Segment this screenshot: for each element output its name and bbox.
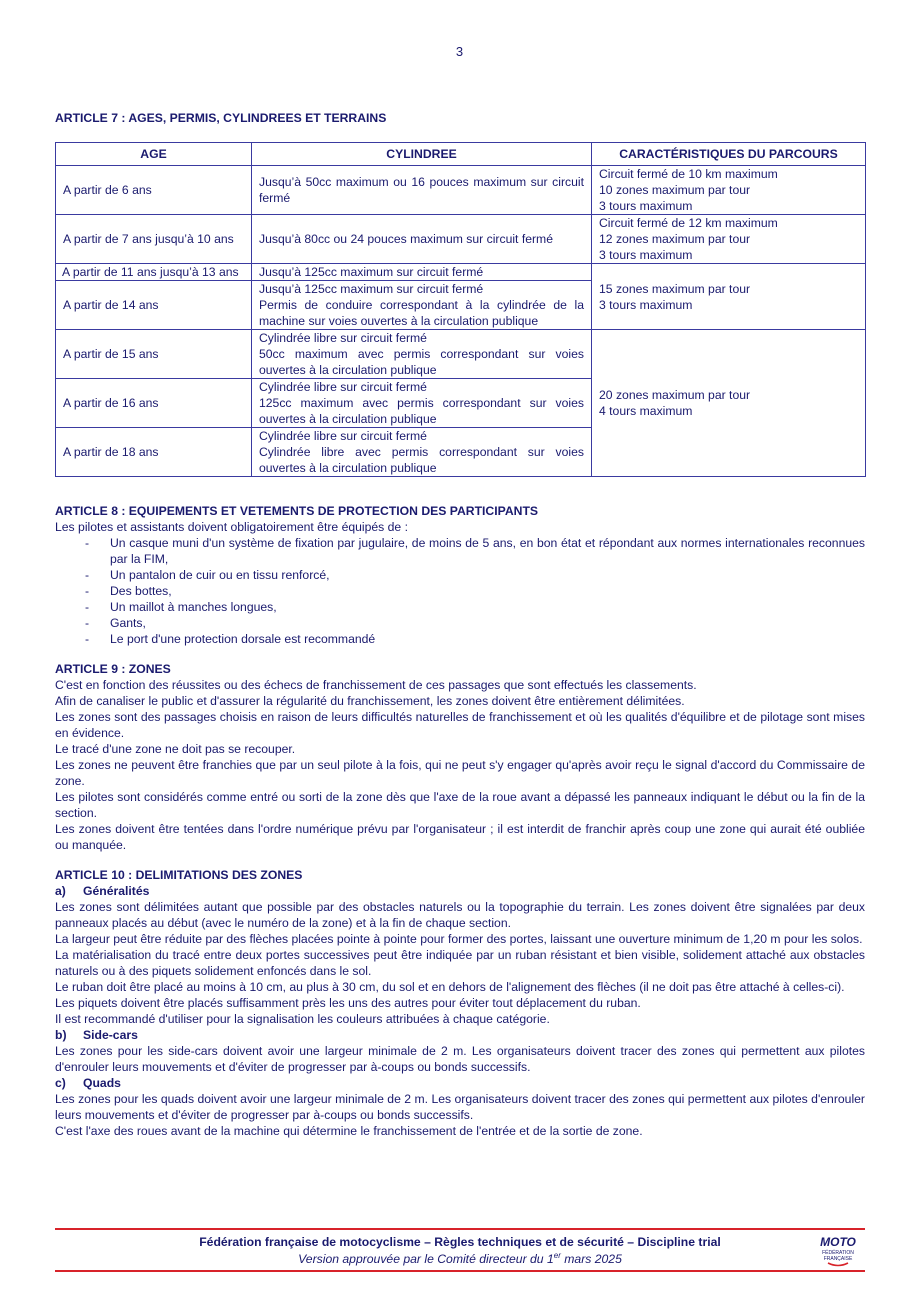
age-cylinder-table xyxy=(55,142,866,477)
header-age: AGE xyxy=(56,143,252,166)
subsection-a-title xyxy=(55,883,865,899)
paragraph: Les zones pour les side-cars doivent avoir une largeur minimale de 2 m. Les organisateurs doivent tracer des zones qui permettent aux pilotes d'enrouler leurs mouvements et d'éviter de progresser par à-coups ou bonds successifs. xyxy=(55,1044,865,1074)
subsection-letter: b) xyxy=(55,1028,67,1042)
cyl-line: Permis de conduire correspondant à la cylindrée de la machine sur voies ouvertes à la circulation publique xyxy=(259,298,584,328)
parcours-line: 15 zones maximum par tour xyxy=(599,281,751,296)
paragraph: C'est en fonction des réussites ou des échecs de franchissement de ces passages que sont effectués les classements. xyxy=(55,678,697,692)
parcours-line: 12 zones maximum par tour xyxy=(599,232,751,246)
article-8-intro: Les pilotes et assistants doivent obligatoirement être équipés de : xyxy=(55,520,408,534)
subsection-c-title xyxy=(55,1075,865,1091)
paragraph: Afin de canaliser le public et d'assurer la régularité du franchissement, les zones doivent être entièrement délimitées. xyxy=(55,694,685,708)
cyl-line: Jusqu’à 125cc maximum sur circuit fermé xyxy=(259,265,484,279)
articles-body xyxy=(55,503,865,1139)
page-footer xyxy=(55,1228,865,1272)
cell-age: A partir de 14 ans xyxy=(56,281,252,330)
logo-swoosh xyxy=(828,1263,848,1266)
parcours-line: 20 zones maximum par tour xyxy=(599,388,751,402)
subsection-letter: a) xyxy=(55,884,66,898)
equipment-list xyxy=(55,535,865,647)
paragraph: La largeur peut être réduite par des flèches placées pointe à pointe pour former des portes, laissant une ouverture minimum de 1,20 m pour les solos. xyxy=(55,932,863,946)
list-item: - Un casque muni d'un système de fixation par jugulaire, de moins de 5 ans, en bon état et répondant aux normes internationales reconnues par la FIM, xyxy=(55,535,865,567)
paragraph: Les zones ne peuvent être franchies que par un seul pilote à la fois, qui ne peut s'y engager qu'après avoir reçu le signal d'accord du Commissaire de zone. xyxy=(55,758,865,788)
list-item: - Un pantalon de cuir ou en tissu renforcé, xyxy=(55,567,865,583)
paragraph: Les zones doivent être tentées dans l'ordre numérique prévu par l'organisateur ; il est interdit de franchir après coup une zone qui aurait été oubliée ou manquée. xyxy=(55,822,865,852)
cell-cylindree xyxy=(252,166,592,215)
paragraph: La matérialisation du tracé entre deux portes successives peut être indiquée par un ruban résistant et bien visible, solidement attaché aux obstacles naturels ou à des piquets solidement enfoncés dans le sol. xyxy=(55,948,865,978)
footer-rule-bottom xyxy=(55,1270,865,1272)
paragraph: Le ruban doit être placé au moins à 10 cm, au plus à 30 cm, du sol et en dehors de l'alignement des flèches (il ne doit pas être attaché à celles-ci). xyxy=(55,980,845,994)
footer-version-text: Version approuvée par le Comité directeur du 1 xyxy=(298,1252,554,1266)
parcours-line: 10 zones maximum par tour xyxy=(599,183,751,197)
header-cylindree: CYLINDREE xyxy=(252,143,592,166)
table-header-row xyxy=(56,143,866,166)
cyl-line: Cylindrée libre sur circuit fermé xyxy=(259,331,427,345)
cyl-line: Jusqu’à 125cc maximum sur circuit fermé xyxy=(259,282,484,296)
cyl-line: 125cc maximum avec permis correspondant sur voies ouvertes à la circulation publique xyxy=(259,396,584,426)
footer-title: Fédération française de motocyclisme – Règles techniques et de sécurité – Discipline trial xyxy=(199,1235,721,1249)
cell-parcours xyxy=(592,215,866,264)
cell-cylindree xyxy=(252,281,592,330)
paragraph: Les zones sont des passages choisis en raison de leurs difficultés naturelles de franchissement et où les qualités d'équilibre et de pilotage sont mises en évidence. xyxy=(55,710,865,740)
paragraph: Les zones sont délimitées autant que possible par des obstacles naturels ou la topographie du terrain. Les zones doivent être signalées par deux panneaux placés au début (avec le numéro de la zone) et à la fin de chaque section. xyxy=(55,900,865,930)
footer-version xyxy=(55,1251,865,1267)
list-item: - Des bottes, xyxy=(55,583,865,599)
article-10-title: ARTICLE 10 : DELIMITATIONS DES ZONES xyxy=(55,868,303,882)
paragraph: Il est recommandé d'utiliser pour la signalisation les couleurs attribuées à chaque catégorie. xyxy=(55,1012,550,1026)
paragraph: Le tracé d'une zone ne doit pas se recouper. xyxy=(55,742,296,756)
article-9 xyxy=(55,661,865,853)
footer-version-sup: er xyxy=(553,1250,561,1260)
table-row xyxy=(56,264,866,281)
parcours-line: 3 tours maximum xyxy=(599,199,693,213)
cell-age: A partir de 7 ans jusqu’à 10 ans xyxy=(56,215,252,264)
subsection-b-title xyxy=(55,1027,865,1043)
cell-parcours xyxy=(592,166,866,215)
cell-age: A partir de 18 ans xyxy=(56,428,252,477)
subsection-letter: c) xyxy=(55,1076,66,1090)
cell-cylindree xyxy=(252,264,592,281)
paragraph: Les pilotes sont considérés comme entré ou sorti de la zone dès que l'axe de la roue avant a dépassé les panneaux indiquant le début ou la fin de la section. xyxy=(55,790,865,820)
cell-cylindree xyxy=(252,428,592,477)
cyl-line: Jusqu’à 80cc ou 24 pouces maximum sur circuit fermé xyxy=(259,232,553,246)
parcours-line: Circuit fermé de 10 km maximum xyxy=(599,167,778,181)
article-9-title: ARTICLE 9 : ZONES xyxy=(55,662,171,676)
article-10 xyxy=(55,867,865,1139)
logo-sub-2: FRANÇAISE xyxy=(823,1256,853,1262)
parcours-line: Circuit fermé de 12 km maximum xyxy=(599,216,778,230)
cyl-line: Cylindrée libre sur circuit fermé xyxy=(259,380,427,394)
cell-cylindree xyxy=(252,330,592,379)
paragraph: Les zones pour les quads doivent avoir une largeur minimale de 2 m. Les organisateurs doivent tracer des zones qui permettent aux pilotes d'enrouler leurs mouvements et d'éviter de progresser par à-coups ou bonds successifs. xyxy=(55,1092,865,1122)
footer-version-date: mars 2025 xyxy=(560,1252,622,1266)
table-row xyxy=(56,166,866,215)
article-8 xyxy=(55,503,865,647)
parcours-line: 4 tours maximum xyxy=(599,404,693,418)
logo-text: MOTO xyxy=(820,1235,856,1249)
cyl-line: Cylindrée libre avec permis correspondant sur voies ouvertes à la circulation publique xyxy=(259,445,584,475)
footer-rule-top xyxy=(55,1228,865,1230)
cell-age: A partir de 15 ans xyxy=(56,330,252,379)
list-item: - Le port d'une protection dorsale est recommandé xyxy=(55,631,865,647)
list-item: - Gants, xyxy=(55,615,865,631)
subsection-name: Side-cars xyxy=(83,1028,138,1042)
header-parcours: CARACTÉRISTIQUES DU PARCOURS xyxy=(592,143,866,166)
parcours-line: 3 tours maximum xyxy=(599,248,693,262)
cell-cylindree xyxy=(252,215,592,264)
cell-parcours xyxy=(592,330,866,477)
cyl-line: Jusqu’à 50cc maximum ou 16 pouces maximum sur circuit fermé xyxy=(259,175,584,205)
subsection-name: Généralités xyxy=(83,884,150,898)
subsection-name: Quads xyxy=(83,1076,121,1090)
cell-cylindree xyxy=(252,379,592,428)
paragraph: Les piquets doivent être placés suffisamment près les uns des autres pour éviter tout déplacement du ruban. xyxy=(55,996,641,1010)
paragraph: C'est l'axe des roues avant de la machine qui détermine le franchissement de l'entrée et de la sortie de zone. xyxy=(55,1124,643,1138)
list-item: - Un maillot à manches longues, xyxy=(55,599,865,615)
ffm-logo-icon xyxy=(816,1233,860,1267)
cell-parcours xyxy=(592,264,866,330)
cyl-line: 50cc maximum avec permis correspondant sur voies ouvertes à la circulation publique xyxy=(259,347,584,377)
logo-sub-1: FÉDÉRATION xyxy=(822,1250,854,1256)
cell-age: A partir de 11 ans jusqu’à 13 ans xyxy=(56,264,252,281)
table-row xyxy=(56,330,866,379)
page-number: 3 xyxy=(455,44,464,59)
parcours-line: 3 tours maximum xyxy=(599,297,693,312)
cyl-line: Cylindrée libre sur circuit fermé xyxy=(259,429,427,443)
article-8-title: ARTICLE 8 : EQUIPEMENTS ET VETEMENTS DE PROTECTION DES PARTICIPANTS xyxy=(55,504,539,518)
cell-age: A partir de 16 ans xyxy=(56,379,252,428)
cell-age: A partir de 6 ans xyxy=(56,166,252,215)
table-row xyxy=(56,215,866,264)
article-7-title: ARTICLE 7 : AGES, PERMIS, CYLINDREES ET TERRAINS xyxy=(55,111,387,125)
